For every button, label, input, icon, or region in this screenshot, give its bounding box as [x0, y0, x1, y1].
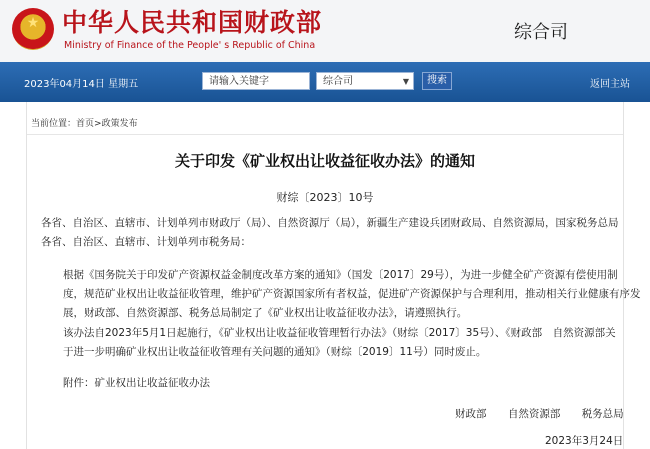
- addressee-line: 各省、自治区、直辖市、计划单列市税务局：: [41, 236, 251, 248]
- document-date: 2023年3月24日: [545, 435, 624, 447]
- search-scope-select[interactable]: [316, 72, 414, 90]
- site-title[interactable]: 中华人民共和国财政部: [62, 8, 323, 37]
- signatory: 税务总局: [581, 408, 624, 420]
- body-paragraph: [63, 324, 616, 362]
- breadcrumb-label: 当前位置：: [31, 119, 77, 129]
- breadcrumb-separator: >: [94, 119, 102, 129]
- document-title: 关于印发《矿业权出让收益征收办法》的通知: [174, 152, 475, 170]
- nav-bar: [0, 62, 650, 102]
- return-home-link[interactable]: 返回主站: [590, 79, 630, 90]
- site-subtitle: Ministry of Finance of the People' s Republic of China: [64, 40, 316, 51]
- current-date: 2023年04月14日 星期五: [24, 79, 139, 90]
- document-number: 财综〔2023〕10号: [276, 191, 374, 204]
- breadcrumb-home[interactable]: 首页: [76, 119, 95, 129]
- breadcrumb: [31, 116, 138, 129]
- search-button[interactable]: 搜索: [422, 72, 452, 90]
- search-input[interactable]: 请输入关键字: [202, 72, 310, 90]
- paragraph-line: 根据《国务院关于印发矿产资源权益金制度改革方案的通知》（国发〔2017〕29号），为进一步健全矿产资源有偿使用制: [63, 269, 618, 281]
- search-scope-value: 综合司: [323, 76, 353, 87]
- divider: [27, 134, 623, 135]
- national-emblem-icon: ★: [12, 8, 54, 50]
- breadcrumb-policy[interactable]: 政策发布: [101, 119, 138, 129]
- paragraph-line: 度，规范矿业权出让收益征收管理，维护矿产资源国家所有者权益，促进矿产资源保护与合理利用，推动相关行业健康有序发: [63, 288, 641, 300]
- paragraph-line: 于进一步明确矿业权出让收益征收管理有关问题的通知》（财综〔2019〕11号）同时废止。: [63, 346, 487, 358]
- paragraph-line: 展，财政部、自然资源部、税务总局制定了《矿业权出让收益征收办法》，请遵照执行。: [63, 307, 468, 319]
- chevron-down-icon: ▼: [402, 77, 409, 86]
- article-panel: [26, 102, 641, 449]
- paragraph-line: 该办法自2023年5月1日起施行，《矿业权出让收益征收管理暂行办法》（财综〔2017〕35号）、《财政部 自然资源部关: [63, 327, 616, 339]
- signatory: 财政部: [455, 408, 487, 420]
- signatories: [455, 406, 624, 421]
- signatory: 自然资源部: [507, 408, 561, 420]
- addressees: [41, 214, 619, 252]
- body-paragraph: [63, 266, 641, 323]
- attachment-link[interactable]: 附件：矿业权出让收益征收办法: [63, 377, 210, 389]
- department-name: 综合司: [514, 22, 568, 43]
- site-header: [0, 0, 650, 62]
- addressee-line: 各省、自治区、直辖市、计划单列市财政厅（局）、自然资源厅（局），新疆生产建设兵团财政局、自然资源局，国家税务总局: [41, 217, 619, 229]
